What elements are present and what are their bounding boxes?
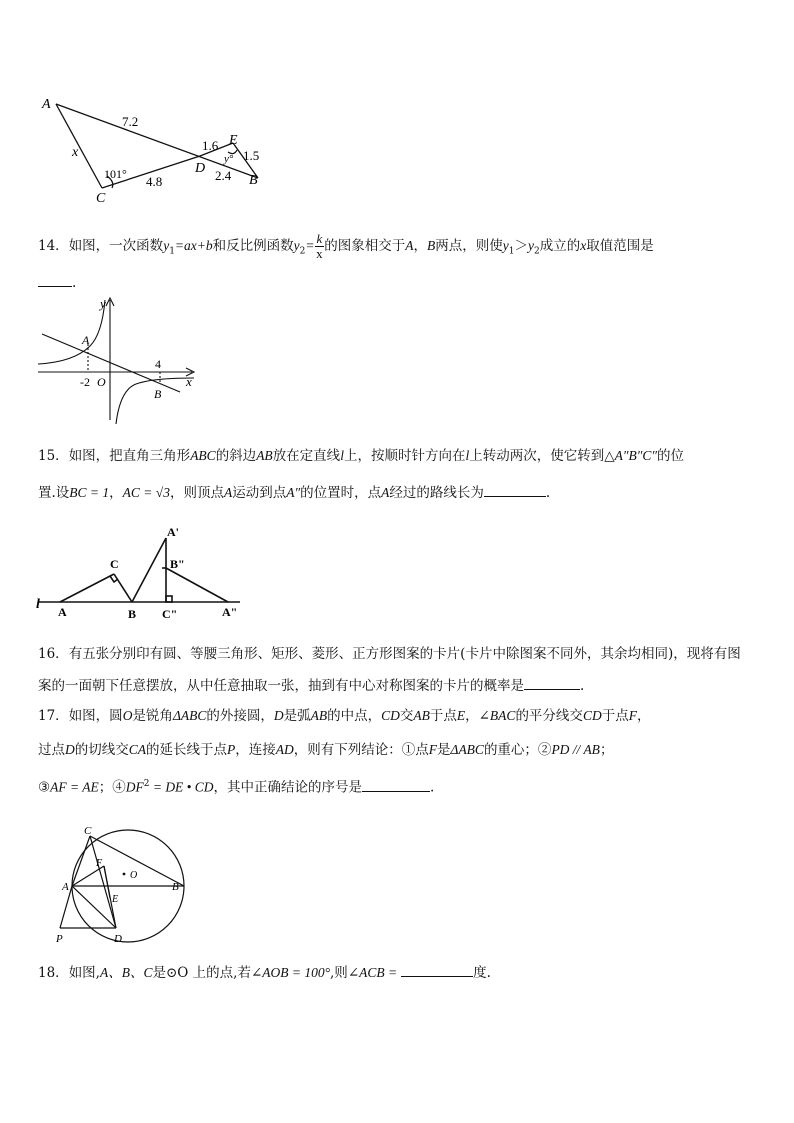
q16-line-2: 案的一面朝下任意摆放，从中任意抽取一张，抽到有中心对称图案的卡片的概率是 bbox=[38, 678, 524, 694]
q15-bc: BC = 1 bbox=[69, 485, 110, 500]
q14-number: 14． bbox=[38, 238, 69, 254]
axis-y-label: y bbox=[100, 296, 106, 311]
q14-y2-sub-b: 2 bbox=[534, 246, 540, 257]
q15-l2-text-f: 经过的路线长为 bbox=[389, 485, 484, 501]
q15-l-b: l bbox=[465, 448, 470, 463]
q14-point-a: A bbox=[405, 238, 414, 253]
q17-text-j: 于点 bbox=[601, 708, 629, 724]
q17-answer-blank[interactable] bbox=[362, 777, 430, 792]
q17-e: E bbox=[456, 708, 466, 723]
q17-l2-text-d: ，连接 bbox=[235, 742, 276, 758]
q14-y2-sub: 2 bbox=[299, 246, 306, 257]
q16-number: 16． bbox=[38, 646, 69, 662]
q15-a: A bbox=[223, 485, 233, 500]
q14-text-b: 和反比例函数 bbox=[212, 238, 294, 254]
length-ad: 7.2 bbox=[122, 114, 139, 129]
function-graph-14 bbox=[34, 294, 204, 430]
q17-p: P bbox=[227, 742, 236, 757]
fig17-e: E bbox=[112, 894, 119, 905]
q17-l2-triangle: ΔABC bbox=[450, 742, 484, 757]
q17-text-i: 的平分线交 bbox=[515, 708, 583, 724]
question-16 bbox=[38, 644, 758, 664]
axis-x-label: x bbox=[186, 374, 192, 389]
q15-abc: ABC bbox=[190, 448, 216, 463]
fig15-a: A bbox=[58, 605, 67, 619]
q17-l2-text: 过点 bbox=[38, 742, 65, 758]
length-db: 2.4 bbox=[215, 168, 232, 183]
q17-o: O bbox=[122, 708, 133, 723]
q18-answer-blank[interactable] bbox=[401, 962, 473, 977]
fig17-f: F bbox=[96, 858, 103, 869]
q15-l2-text-e: 的位置时，点 bbox=[300, 485, 382, 501]
fig17-c: C bbox=[84, 825, 92, 837]
q17-cd-b: CD bbox=[582, 708, 602, 723]
q18-points: A、B、C bbox=[99, 965, 153, 980]
point-a-label: A bbox=[82, 333, 90, 347]
q18-text: 如图, bbox=[68, 965, 100, 981]
question-14-answer-line bbox=[38, 272, 758, 293]
fig17-a: A bbox=[62, 881, 69, 893]
fig17-d: D bbox=[114, 933, 122, 945]
q18-angle-aob: ∠AOB = 100° bbox=[250, 965, 331, 980]
q17-d: D bbox=[273, 708, 284, 723]
question-14 bbox=[38, 232, 758, 262]
triangle-figure-13 bbox=[30, 90, 280, 210]
circle-figure-17 bbox=[50, 820, 190, 950]
origin-label: O bbox=[97, 375, 106, 389]
q14-x: x bbox=[580, 238, 587, 253]
q17-ad: AD bbox=[275, 742, 294, 757]
q14-frac-num: k bbox=[316, 231, 323, 246]
q17-l2-text-g: 的重心；② bbox=[483, 742, 552, 758]
q17-l2-text-c: 的延长线于点 bbox=[146, 742, 228, 758]
q17-text-e: 的中点， bbox=[327, 708, 382, 724]
q14-end: . bbox=[72, 275, 77, 291]
fig15-c: C bbox=[110, 557, 119, 571]
q14-y1: y bbox=[163, 238, 170, 253]
q18-text-c: ,则 bbox=[330, 965, 348, 981]
q17-text-h: ， bbox=[465, 708, 479, 724]
q17-text-g: 于点 bbox=[429, 708, 457, 724]
q14-eq2: = bbox=[305, 238, 315, 253]
q17-end: . bbox=[430, 779, 435, 796]
q15-text-e: 上转动两次，使它转到△ bbox=[469, 448, 615, 464]
fig15-b: B bbox=[128, 607, 137, 621]
q14-y1-sub: 1 bbox=[169, 246, 175, 257]
q16-line-1: 有五张分别印有圆、等腰三角形、矩形、菱形、正方形图案的卡片(卡片中除图案不同外，其余均相同)，现将有图 bbox=[68, 646, 741, 662]
question-15-line-2 bbox=[38, 482, 758, 503]
label-b: B bbox=[249, 173, 258, 188]
q14-y2-b: y bbox=[528, 238, 535, 253]
label-x: x bbox=[72, 145, 79, 160]
fig17-p: P bbox=[56, 933, 63, 945]
q14-compare: ＞ bbox=[514, 238, 529, 254]
q15-text-d: 上，按顺时针方向在 bbox=[343, 448, 466, 464]
fig15-b2: B" bbox=[170, 557, 185, 571]
q17-text: 如图，圆 bbox=[68, 708, 123, 724]
q17-angle-bac: ∠BAC bbox=[478, 708, 516, 723]
q15-l2-text: 置.设 bbox=[38, 485, 70, 501]
label-e: E bbox=[229, 133, 238, 148]
q15-text-b: 的斜边 bbox=[215, 448, 257, 464]
q17-l2-d: D bbox=[65, 742, 75, 757]
line-l-label: l bbox=[36, 597, 40, 612]
question-17-line-3 bbox=[38, 774, 758, 798]
q14-comma: ， bbox=[413, 238, 428, 254]
q17-cd: CD bbox=[381, 708, 400, 723]
angle-c: 101° bbox=[104, 167, 127, 181]
q18-end: 度. bbox=[473, 965, 491, 981]
q17-l2-text-b: 的切线交 bbox=[74, 742, 129, 758]
q15-answer-blank[interactable] bbox=[484, 482, 546, 497]
q18-angle-acb: ∠ACB = bbox=[347, 965, 398, 980]
label-c: C bbox=[96, 191, 106, 206]
q15-l: l bbox=[340, 448, 344, 463]
point-b-label: B bbox=[154, 387, 162, 401]
q17-f: F bbox=[628, 708, 637, 723]
length-de: 1.6 bbox=[202, 138, 219, 153]
q14-text-d: 两点，则使 bbox=[435, 238, 503, 254]
q16-end: . bbox=[580, 678, 585, 694]
q14-point-b: B bbox=[427, 238, 436, 253]
tick-neg-2: -2 bbox=[80, 375, 90, 389]
q17-l3-marker-4: ；④ bbox=[98, 779, 126, 796]
q18-text-b: 是⊙O 上的点,若 bbox=[152, 965, 251, 981]
q15-text: 如图，把直角三角形 bbox=[68, 448, 191, 464]
q14-fraction bbox=[315, 232, 325, 261]
q17-l3-text-c: ，其中正确结论的序号是 bbox=[213, 779, 363, 796]
q14-y1-b: y bbox=[502, 238, 509, 253]
q14-text-f: 取值范围是 bbox=[586, 238, 654, 254]
q15-text-c: 放在定直线 bbox=[272, 448, 341, 464]
q15-end: . bbox=[545, 485, 551, 501]
q17-square: 2 bbox=[143, 779, 150, 789]
center-dot bbox=[123, 873, 126, 876]
q17-df: DF bbox=[125, 779, 144, 795]
q17-ca: CA bbox=[128, 742, 147, 757]
q17-text-k: ， bbox=[636, 708, 651, 724]
q17-de-cd: = DE • CD bbox=[149, 779, 214, 795]
length-eb: 1.5 bbox=[243, 148, 260, 163]
q14-answer-blank[interactable] bbox=[38, 272, 72, 287]
q14-text-c: 的图象相交于 bbox=[324, 238, 406, 254]
q15-l2-text-d: 运动到点 bbox=[232, 485, 287, 501]
q17-ab-b: AB bbox=[413, 708, 430, 723]
label-a: A bbox=[42, 97, 51, 112]
q14-linear-eq: =ax+b bbox=[174, 238, 213, 253]
q15-ab: AB bbox=[256, 448, 273, 463]
fig15-a2: A" bbox=[222, 605, 238, 619]
q14-frac-den: x bbox=[316, 246, 323, 261]
q17-text-f: 交 bbox=[399, 708, 414, 724]
q15-a-b: A bbox=[381, 485, 390, 500]
q17-text-b: 是锐角 bbox=[132, 708, 173, 724]
q15-triangle-2: A″B″C″ bbox=[614, 448, 657, 463]
q17-triangle: ΔABC bbox=[172, 708, 207, 723]
question-18 bbox=[38, 962, 758, 983]
q17-l2-text-e: ，则有下列结论：①点 bbox=[293, 742, 429, 758]
q17-text-d: 是弧 bbox=[283, 708, 311, 724]
question-16-line-2 bbox=[38, 675, 758, 696]
q15-number: 15． bbox=[38, 448, 69, 464]
q14-text: 如图，一次函数 bbox=[68, 238, 164, 254]
q15-a2: A″ bbox=[286, 485, 301, 500]
q17-af-ae: AF = AE bbox=[50, 779, 99, 795]
label-d: D bbox=[195, 161, 206, 176]
q18-number: 18． bbox=[38, 965, 69, 981]
q14-y2: y bbox=[293, 238, 300, 253]
question-17-line-2 bbox=[38, 740, 758, 760]
q17-pd-ab: PD // AB bbox=[551, 742, 600, 757]
tick-4: 4 bbox=[155, 357, 161, 371]
fig17-b: B bbox=[172, 881, 179, 893]
fig15-c2: C" bbox=[162, 607, 178, 621]
q17-text-c: 的外接圆， bbox=[206, 708, 274, 724]
q17-l3-marker-3: ③ bbox=[38, 779, 51, 796]
question-17 bbox=[38, 706, 758, 726]
question-15 bbox=[38, 446, 758, 466]
q15-text-f: 的位 bbox=[656, 448, 684, 464]
fig17-o: O bbox=[130, 870, 138, 881]
angle-e: y° bbox=[224, 153, 234, 165]
q17-l2-f: F bbox=[428, 742, 438, 757]
q14-y1-sub-b: 1 bbox=[508, 246, 515, 257]
q14-text-e: 成立的 bbox=[539, 238, 581, 254]
q15-ac: AC = √3 bbox=[122, 485, 170, 500]
q17-number: 17． bbox=[38, 708, 69, 724]
q15-l2-comma: ， bbox=[109, 485, 123, 501]
q17-l2-text-h: ； bbox=[599, 742, 614, 758]
q16-answer-blank[interactable] bbox=[524, 675, 580, 690]
q17-l2-text-f: 是 bbox=[437, 742, 451, 758]
rotation-figure-15 bbox=[30, 516, 250, 626]
fig15-a1: A' bbox=[167, 525, 179, 539]
length-cd: 4.8 bbox=[146, 174, 163, 189]
q17-ab: AB bbox=[310, 708, 328, 723]
q15-l2-text-c: ，则顶点 bbox=[169, 485, 224, 501]
